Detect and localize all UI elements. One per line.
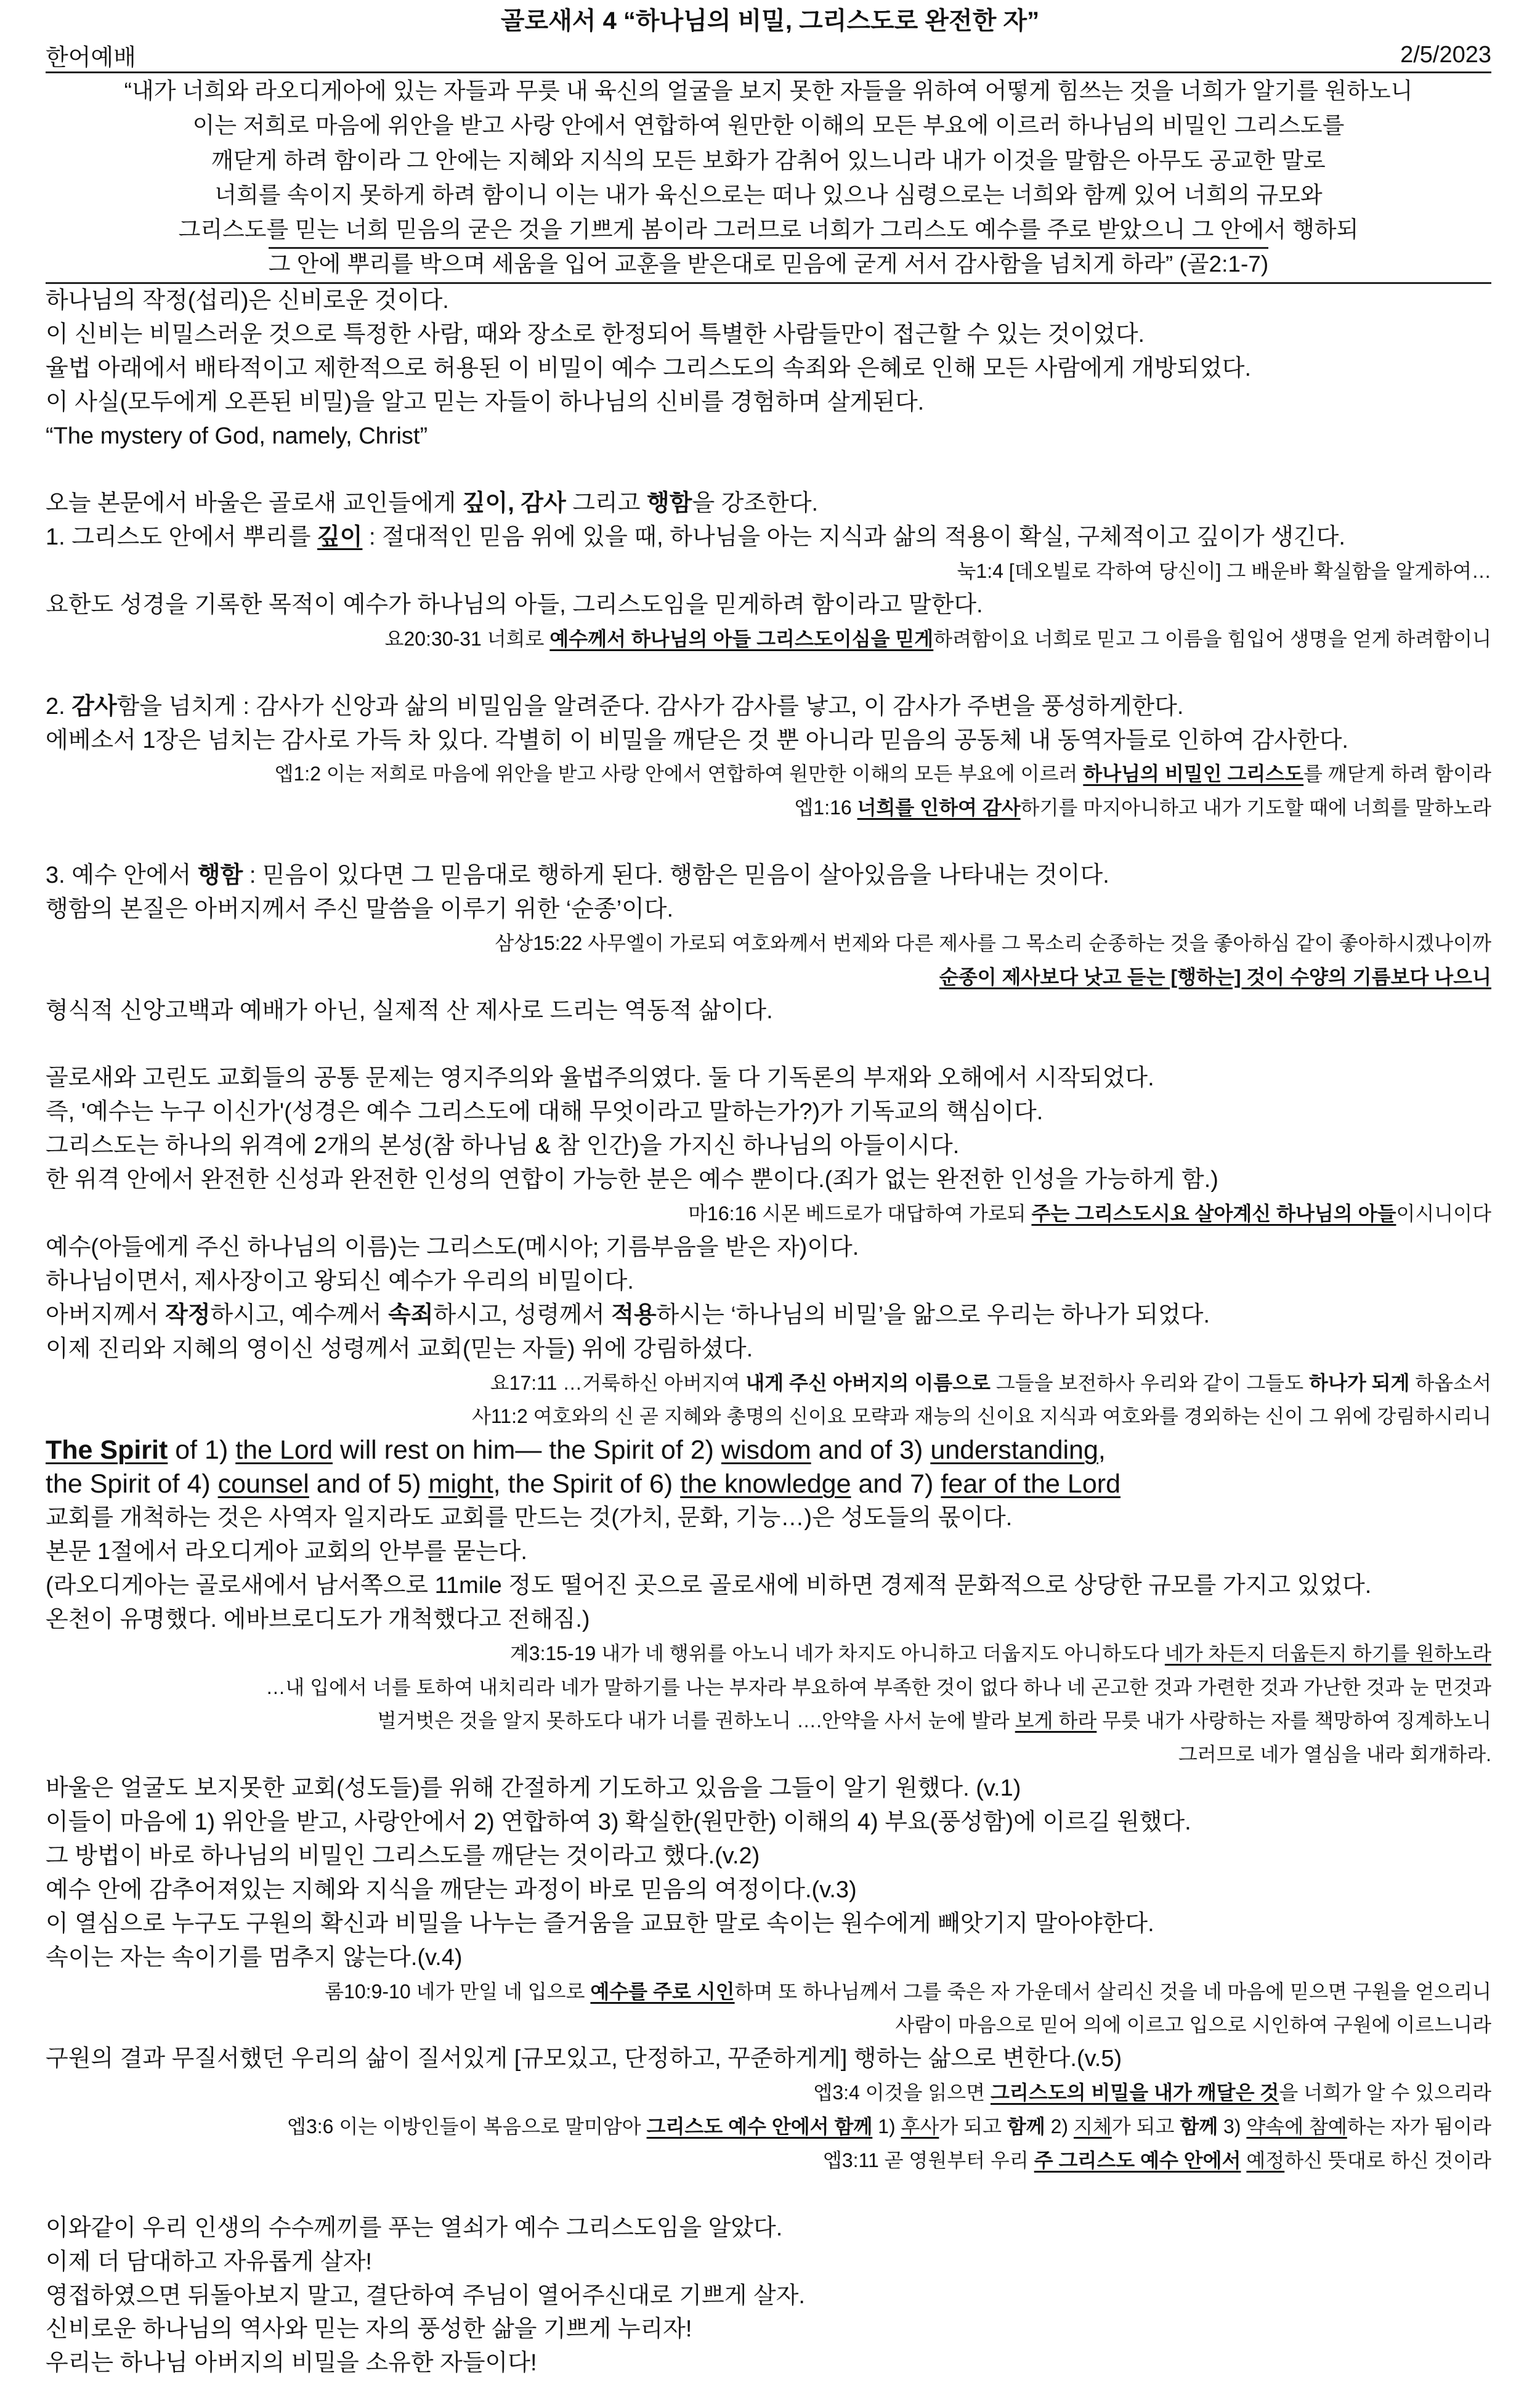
text-segment: 하며 또 하나님께서 그를 죽은 자 가운데서 살리신 것을 네 마음에 믿으면 구원을 얻으리니 (734, 1980, 1491, 2003)
body-line (46, 386, 1491, 419)
text-segment: the Lord (235, 1435, 333, 1465)
scripture-line (46, 213, 1491, 247)
text-segment: 사람이 마음으로 믿어 의에 이르고 입으로 시인하여 구원에 이르느니라 (895, 2014, 1491, 2036)
text-segment: 속죄 (388, 1302, 434, 1328)
text-segment: 롬10:9-10 네가 만일 네 입으로 (325, 1980, 591, 2003)
body-line (46, 419, 1491, 453)
body-line (46, 1231, 1491, 1265)
body-line (46, 487, 1491, 521)
body-line (46, 690, 1491, 724)
english-line (46, 1433, 1491, 1467)
text-segment: 무릇 내가 사랑하는 자를 책망하여 징계하노니 (1096, 1709, 1491, 1732)
text-segment: 예수 안에 감추어져있는 지혜와 지식을 깨닫는 과정이 바로 믿음의 여정이다.(v.3) (46, 1876, 857, 1903)
body-line (46, 1603, 1491, 1637)
text-segment: 요20:30-31 너희로 (384, 627, 550, 650)
text-segment: 이제 더 담대하고 자유롭게 살자! (46, 2248, 372, 2275)
body-line (46, 859, 1491, 893)
text-segment: 그리스도는 하나의 위격에 2개의 본성(참 하나님 & 참 인간)을 가지신 하나님의 아들이시다. (46, 1133, 960, 1159)
text-segment: 행함의 본질은 아버지께서 주신 말씀을 이루기 위한 ‘순종’이다. (46, 896, 674, 923)
text-segment: 을 강조한다. (692, 490, 819, 517)
reference-line (46, 1400, 1491, 1433)
document-header (46, 39, 1491, 73)
text-segment: 계3:15-19 내가 네 행위를 아노니 네가 차지도 아니하고 더웁지도 아니하도다 (509, 1642, 1165, 1664)
blank-line (46, 1028, 1491, 1062)
reference-line (46, 926, 1491, 960)
body-line (46, 1941, 1491, 1975)
scripture-line (46, 178, 1491, 213)
text-segment: (라오디게아는 골로새에서 남서쪽으로 11mile 정도 떨어진 곳으로 골로새에 비하면 경제적 문화적으로 상당한 규모를 가지고 있었다. (46, 1572, 1372, 1599)
body-line (46, 1907, 1491, 1941)
text-segment: 그리스도 예수 안에서 함께 (646, 2115, 873, 2138)
body-line (46, 318, 1491, 352)
text-segment: 가 되고 (1111, 2115, 1180, 2138)
text-segment: 한 위격 안에서 완전한 신성과 완전한 인성의 연합이 가능한 분은 예수 뿐이다.(죄가 없는 완전한 인성을 가능하게 함.) (46, 1167, 1218, 1193)
body-line (46, 2042, 1491, 2076)
text-segment: 즉, '예수는 누구 이신가'(성경은 예수 그리스도에 대해 무엇이라고 말하는가?)가 기독교의 핵심이다. (46, 1099, 1044, 1125)
text-segment: 지체 (1073, 2115, 1112, 2138)
body-line (46, 1163, 1491, 1197)
text-segment: 엡3:11 곧 영원부터 우리 (822, 2149, 1034, 2171)
text-segment: 1. 그리스도 안에서 뿌리를 (46, 524, 318, 551)
scripture-passage (46, 74, 1491, 284)
reference-line (46, 791, 1491, 825)
scripture-line (46, 74, 1491, 108)
text-segment: 요17:11 …거룩하신 아버지여 (490, 1371, 746, 1394)
scripture-text: 그리스도를 믿는 너희 믿음의 굳은 것을 기쁘게 봄이라 그러므로 너희가 그리스도 예수를 주로 받았으니 그 안에서 행하되 (178, 217, 1359, 243)
body-line (46, 1569, 1491, 1603)
text-segment: 이제 진리와 지혜의 영이신 성령께서 교회(믿는 자들) 위에 강림하셨다. (46, 1335, 753, 1362)
text-segment: 골로새와 고린도 교회들의 공통 문제는 영지주의와 율법주의였다. 둘 다 기독론의 부재와 오해에서 시작되었다. (46, 1065, 1154, 1092)
text-segment: 이 신비는 비밀스러운 것으로 특정한 사람, 때와 장소로 한정되어 특별한 사람들만이 접근할 수 있는 것이었다. (46, 321, 1145, 347)
text-segment: 함께 (1180, 2115, 1218, 2138)
text-segment: and of 5) (309, 1469, 429, 1499)
text-segment: 예수께서 하나님의 아들 그리스도이심을 믿게 (549, 627, 934, 650)
text-segment: 하시는 ‘하나님의 비밀’을 앎으로 우리는 하나가 되었다. (656, 1302, 1210, 1328)
reference-line (46, 960, 1491, 994)
text-segment: 이시니이다 (1396, 1202, 1491, 1225)
text-segment: 이 열심으로 누구도 구원의 확신과 비밀을 나누는 즐거움을 교묘한 말로 속이는 원수에게 빼앗기지 말아야한다. (46, 1910, 1154, 1937)
blank-line (46, 825, 1491, 859)
text-segment: understanding (930, 1435, 1098, 1465)
text-segment: will rest on him— the Spirit of 2) (333, 1435, 721, 1465)
text-segment: 하신 뜻대로 하신 것이라 (1284, 2149, 1491, 2171)
text-segment: 교회를 개척하는 것은 사역자 일지라도 교회를 만드는 것(가치, 문화, 기능…)은 성도들의 몫이다. (46, 1505, 1013, 1531)
text-segment: 보게 하라 (1015, 1709, 1097, 1732)
text-segment: 주 그리스도 예수 안에서 (1034, 2149, 1241, 2171)
text-segment: 작정 (165, 1302, 211, 1328)
text-segment: : 절대적인 믿음 위에 있을 때, 하나님을 아는 지식과 삶의 적용이 확실, 구체적이고 깊이가 생긴다. (362, 524, 1345, 551)
body-line (46, 521, 1491, 554)
text-segment: 그들을 보전하사 우리와 같이 그들도 (990, 1371, 1309, 1394)
body-line (46, 2211, 1491, 2245)
text-segment: 오늘 본문에서 바울은 골로새 교인들에게 (46, 490, 463, 517)
body-line (46, 1061, 1491, 1095)
scripture-line (46, 144, 1491, 178)
text-segment: 율법 아래에서 배타적이고 제한적으로 허용된 이 비밀이 예수 그리스도의 속죄와 은혜로 인해 모든 사람에게 개방되었다. (46, 355, 1252, 381)
body-line (46, 2279, 1491, 2313)
text-segment: and 7) (851, 1469, 941, 1499)
reference-line (46, 1637, 1491, 1671)
text-segment: 네가 차든지 더웁든지 하기를 원하노라 (1164, 1642, 1491, 1664)
body-line (46, 1535, 1491, 1569)
text-segment: wisdom (721, 1435, 811, 1465)
text-segment: 그러므로 네가 열심을 내라 회개하라. (1178, 1743, 1491, 1766)
text-segment: 2) (1045, 2115, 1074, 2138)
text-segment: 너희를 인하여 감사 (857, 796, 1021, 819)
text-segment: 깊이, 감사 (462, 490, 566, 517)
text-segment: 마16:16 시몬 베드로가 대답하여 가로되 (688, 1202, 1032, 1225)
text-segment: 속이는 자는 속이기를 멈추지 않는다.(v.4) (46, 1944, 463, 1971)
text-segment: 아버지께서 (46, 1302, 166, 1328)
text-segment: 행함 (647, 490, 692, 517)
text-segment: 를 깨닫게 하려 함이라 (1303, 763, 1491, 785)
body-line (46, 1873, 1491, 1907)
text-segment: and of 3) (811, 1435, 931, 1465)
text-segment: 영접하였으면 뒤돌아보지 말고, 결단하여 주님이 열어주신대로 기쁘게 살자. (46, 2282, 805, 2309)
body-line (46, 2245, 1491, 2279)
text-segment: 하나님의 작정(섭리)은 신비로운 것이다. (46, 288, 449, 314)
text-segment: 주는 그리스도시요 살아계신 하나님의 아들 (1031, 1202, 1396, 1225)
body-line (46, 1501, 1491, 1535)
reference-line (46, 1975, 1491, 2009)
text-segment: 함을 넘치게 : 감사가 신앙과 삶의 비밀임을 알려준다. 감사가 감사를 낳고, 이 감사가 주변을 풍성하게한다. (116, 693, 1184, 719)
english-line (46, 1467, 1491, 1501)
text-segment: 바울은 얼굴도 보지못한 교회(성도들)를 위해 간절하게 기도하고 있음을 그들이 알기 원했다. (v.1) (46, 1775, 1021, 1802)
text-segment: 삼상15:22 사무엘이 가로되 여호와께서 번제와 다른 제사를 그 목소리 순종하는 것을 좋아하심 같이 좋아하시겠나이까 (495, 931, 1491, 954)
text-segment: 구원의 결과 무질서했던 우리의 삶이 질서있게 [규모있고, 단정하고, 꾸준하게게] 행하는 삶으로 변한다.(v.5) (46, 2046, 1122, 2072)
text-segment: , (1098, 1435, 1106, 1465)
text-segment: 약속에 참예 (1246, 2115, 1347, 2138)
text-segment: 이들이 마음에 1) 위안을 받고, 사랑안에서 2) 연합하여 3) 확실한(원만한) 이해의 4) 부요(풍성함)에 이르길 원했다. (46, 1809, 1191, 1836)
text-segment: 2. (46, 693, 72, 719)
text-segment: counsel (217, 1469, 309, 1499)
text-segment: 엡3:6 이는 이방인들이 복음으로 말미암아 (287, 2115, 647, 2138)
text-segment: 행함 (197, 862, 243, 889)
scripture-text: 이는 저희로 마음에 위안을 받고 사랑 안에서 연합하여 원만한 이해의 모든 부요에 이르러 하나님의 비밀인 그리스도를 (192, 113, 1345, 139)
text-segment: 적용 (611, 1302, 657, 1328)
text-segment: : 믿음이 있다면 그 믿음대로 행하게 된다. 행함은 믿음이 살아있음을 나타내는 것이다. (243, 862, 1109, 889)
body-line (46, 1265, 1491, 1299)
scripture-text: “내가 너희와 라오디게아에 있는 자들과 무릇 내 육신의 얼굴을 보지 못한 자들을 위하여 어떻게 힘쓰는 것을 너희가 알기를 원하노니 (124, 78, 1413, 103)
text-segment: “The mystery of God, namely, Christ” (46, 423, 428, 449)
text-segment: 후사 (901, 2115, 939, 2138)
body-line (46, 284, 1491, 318)
text-segment: 온천이 유명했다. 에바브로디도가 개척했다고 전해짐.) (46, 1606, 590, 1632)
text-segment: 1) (872, 2115, 901, 2138)
text-segment: 을 너희가 알 수 있으리라 (1279, 2081, 1491, 2104)
body-line (46, 994, 1491, 1028)
text-segment: 예수(아들에게 주신 하나님의 이름)는 그리스도(메시아; 기름부음을 받은 자)이다. (46, 1234, 859, 1260)
text-segment: 하는 자가 됨이라 (1347, 2115, 1491, 2138)
text-segment: 하시고, 성령께서 (433, 1302, 612, 1328)
text-segment: the knowledge (680, 1469, 851, 1499)
scripture-line (46, 247, 1491, 282)
text-segment: 사11:2 여호와의 신 곧 지혜와 총명의 신이요 모략과 재능의 신이요 지식과 여호와를 경외하는 신이 그 위에 강림하시리니 (471, 1405, 1491, 1428)
reference-line (46, 622, 1491, 656)
text-segment: 형식적 신앙고백과 예배가 아닌, 실제적 산 제사로 드리는 역동적 삶이다. (46, 997, 773, 1024)
reference-line (46, 2110, 1491, 2144)
reference-line (46, 757, 1491, 791)
text-segment: the Spirit of 4) (46, 1469, 218, 1499)
text-segment: 하기를 마지아니하고 내가 기도할 때에 너희를 말하노라 (1020, 796, 1491, 819)
body-line (46, 893, 1491, 926)
blank-line (46, 2178, 1491, 2211)
text-segment: 그 방법이 바로 하나님의 비밀인 그리스도를 깨닫는 것이라고 했다.(v.2) (46, 1842, 760, 1869)
blank-line (46, 656, 1491, 690)
reference-line (46, 1671, 1491, 1704)
body-line (46, 2312, 1491, 2346)
text-segment: The Spirit (46, 1435, 168, 1465)
text-segment: 엡1:16 (794, 796, 857, 819)
text-segment: of 1) (168, 1435, 236, 1465)
scripture-text: 너희를 속이지 못하게 하려 함이니 이는 내가 육신으로는 떠나 있으나 심령으로는 너희와 함께 있어 너희의 규모와 (214, 182, 1323, 208)
text-segment: 내게 주신 아버지의 이름으로 (745, 1371, 991, 1394)
text-segment: fear of the Lord (941, 1469, 1121, 1499)
text-segment: 예수를 주로 시인 (590, 1980, 735, 2003)
text-segment: 엡1:2 이는 저희로 마음에 위안을 받고 사랑 안에서 연합하여 원만한 이해의 모든 부요에 이르러 (274, 763, 1084, 785)
text-segment: 이 사실(모두에게 오픈된 비밀)을 알고 믿는 자들이 하나님의 신비를 경험하며 살게된다. (46, 389, 925, 415)
reference-line (46, 1197, 1491, 1231)
text-segment: 본문 1절에서 라오디게아 교회의 안부를 묻는다. (46, 1538, 527, 1565)
text-segment: 하나가 되게 (1309, 1371, 1410, 1394)
text-segment: 가 되고 (939, 2115, 1007, 2138)
reference-line (46, 1738, 1491, 1772)
text-segment: 순종이 제사보다 낫고 듣는 [행하는] 것이 수양의 기름보다 나으니 (939, 965, 1491, 988)
reference-line (46, 2076, 1491, 2110)
reference-line (46, 2144, 1491, 2178)
text-segment: 그리고 (565, 490, 647, 517)
text-segment: 하나님이면서, 제사장이고 왕되신 예수가 우리의 비밀이다. (46, 1268, 634, 1294)
text-segment: 신비로운 하나님의 역사와 믿는 자의 풍성한 삶을 기쁘게 누리자! (46, 2316, 692, 2343)
text-segment: 벌거벗은 것을 알지 못하도다 내가 너를 권하노니 ….안약을 사서 눈에 발라 (377, 1709, 1015, 1732)
scripture-text: 깨닫게 하려 함이라 그 안에는 지혜와 지식의 모든 보화가 감취어 있느니라 내가 이것을 말함은 아무도 공교한 말로 (211, 147, 1326, 173)
reference-line (46, 1366, 1491, 1400)
text-segment: 이와같이 우리 인생의 수수께끼를 푸는 열쇠가 예수 그리스도임을 알았다. (46, 2215, 783, 2241)
text-segment: …내 입에서 너를 토하여 내치리라 네가 말하기를 나는 부자라 부요하여 부족한 것이 없다 하나 네 곤고한 것과 가련한 것과 가난한 것과 눈 먼것과 (265, 1676, 1491, 1698)
body-line (46, 1772, 1491, 1805)
text-segment: 감사 (71, 693, 117, 719)
body-line (46, 588, 1491, 622)
text-segment: might (428, 1469, 493, 1499)
text-segment: 그리스도의 비밀을 내가 깨달은 것 (990, 2081, 1279, 2104)
text-segment: 엡3:4 이것을 읽으면 (813, 2081, 991, 2104)
text-segment: 하나님의 비밀인 그리스도 (1083, 763, 1304, 785)
reference-line (46, 554, 1491, 588)
reference-line (46, 1704, 1491, 1738)
body-line (46, 1839, 1491, 1873)
scripture-text: 그 안에 뿌리를 박으며 세움을 입어 교훈을 받은대로 믿음에 굳게 서서 감사함을 넘치게 하라” (골2:1-7) (269, 247, 1268, 280)
document-title: 골로새서 4 “하나님의 비밀, 그리스도로 완전한 자” (500, 7, 1040, 34)
text-segment: 3. 예수 안에서 (46, 862, 198, 889)
date-label: 2/5/2023 (1400, 42, 1491, 68)
text-segment: 3) (1218, 2115, 1247, 2138)
scripture-line (46, 108, 1491, 143)
service-label: 한어예배 (46, 45, 136, 71)
body-line (46, 724, 1491, 758)
sermon-body (46, 284, 1491, 2380)
body-line (46, 1332, 1491, 1366)
text-segment: 하려함이요 너희로 믿고 그 이름을 힘입어 생명을 얻게 하려함이니 (933, 627, 1491, 650)
text-segment: 함께 (1007, 2115, 1045, 2138)
text-segment: 눅1:4 [데오빌로 각하여 당신이] 그 배운바 확실함을 알게하여… (957, 560, 1491, 583)
text-segment: , the Spirit of 6) (493, 1469, 681, 1499)
text-segment: 요한도 성경을 기록한 목적이 예수가 하나님의 아들, 그리스도임을 믿게하려 함이라고 말한다. (46, 592, 983, 618)
text-segment: 우리는 하나님 아버지의 비밀을 소유한 자들이다! (46, 2350, 537, 2377)
body-line (46, 1299, 1491, 1332)
text-segment: 예정 (1246, 2149, 1285, 2171)
body-line (46, 1129, 1491, 1163)
reference-line (46, 2008, 1491, 2042)
text-segment: 하옵소서 (1409, 1371, 1491, 1394)
body-line (46, 1805, 1491, 1839)
body-line (46, 2346, 1491, 2380)
blank-line (46, 453, 1491, 487)
body-line (46, 1095, 1491, 1129)
text-segment: 에베소서 1장은 넘치는 감사로 가득 차 있다. 각별히 이 비밀을 깨닫은 것 뿐 아니라 믿음의 공동체 내 동역자들로 인하여 감사한다. (46, 727, 1348, 753)
text-segment: 깊이 (317, 524, 363, 551)
body-line (46, 352, 1491, 386)
text-segment: 하시고, 예수께서 (210, 1302, 389, 1328)
